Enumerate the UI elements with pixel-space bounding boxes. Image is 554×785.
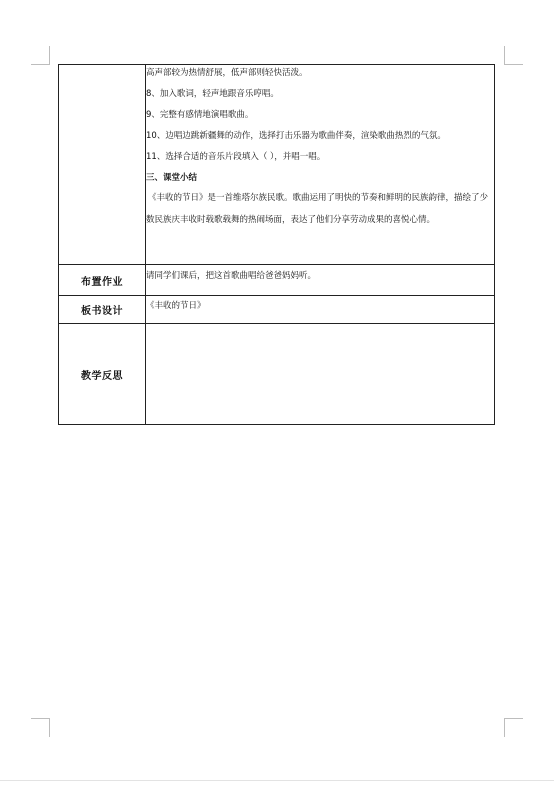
page-bottom-edge [0, 780, 554, 781]
crop-mark-top-left-h [31, 64, 50, 65]
summary-heading: 三、课堂小结 [146, 173, 198, 183]
homework-label: 布置作业 [59, 265, 146, 296]
step-10: 10、边唱边跳新疆舞的动作，选择打击乐器为歌曲伴奏，渲染歌曲热烈的气氛。 [146, 131, 446, 141]
step-11: 11、选择合适的音乐片段填入（ ），并唱一唱。 [146, 152, 326, 162]
crop-mark-bottom-left-v [49, 718, 50, 737]
table-row-reflection [59, 324, 495, 425]
crop-mark-bottom-right-h [504, 718, 523, 719]
crop-mark-bottom-right-v [504, 718, 505, 737]
reflection-label: 教学反思 [59, 324, 146, 425]
board-design-content: 《丰收的节日》 [146, 296, 495, 324]
board-design-label: 板书设计 [59, 296, 146, 324]
crop-mark-top-right-v [504, 46, 505, 65]
step-8: 8、加入歌词，轻声地跟音乐哼唱。 [146, 89, 279, 99]
table-row-process [59, 65, 495, 265]
summary-text: 《丰收的节日》是一首维塔尔族民歌。歌曲运用了明快的节奏和鲜明的民族韵律，描绘了少数民族庆丰收时载歌载舞的热闹场面，表达了他们分享劳动成果的喜悦心情。 [146, 193, 489, 225]
process-content-cell [146, 65, 495, 265]
lesson-plan-table [58, 64, 495, 425]
table-row-homework [59, 265, 495, 296]
reflection-content [146, 324, 495, 425]
table-row-board-design [59, 296, 495, 324]
homework-content: 请同学们课后，把这首歌曲唱给爸爸妈妈听。 [146, 265, 495, 296]
step-continuation: 高声部较为热情舒展，低声部则轻快活泼。 [146, 68, 308, 78]
process-label-cell [59, 65, 146, 265]
crop-mark-top-left-v [49, 46, 50, 65]
crop-mark-top-right-h [504, 64, 523, 65]
crop-mark-bottom-left-h [31, 718, 50, 719]
step-9: 9、完整有感情地演唱歌曲。 [146, 110, 254, 120]
